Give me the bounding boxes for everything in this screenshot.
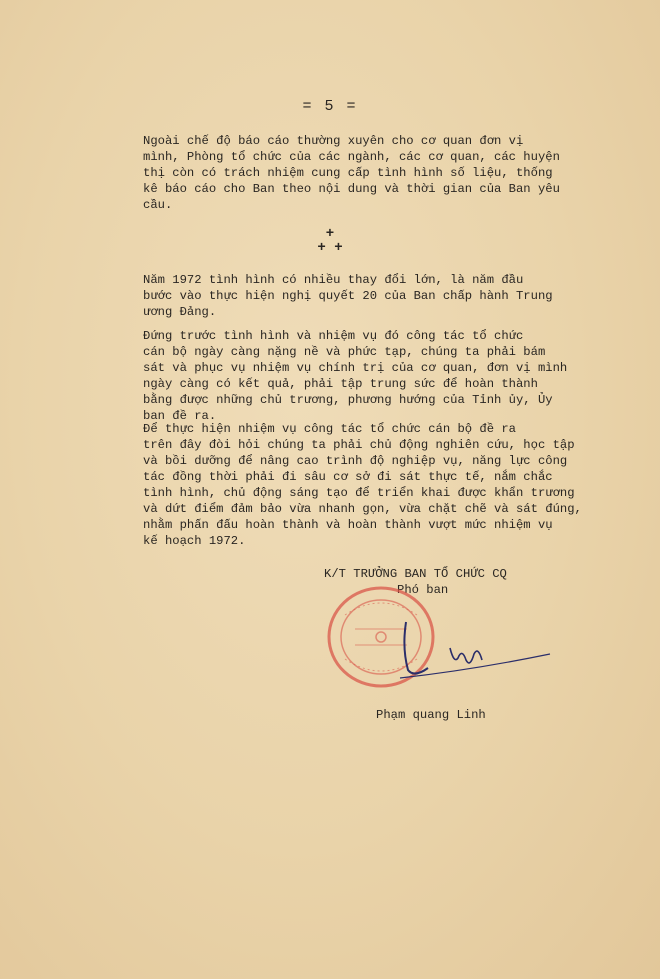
paragraph-reporting: Ngoài chế độ báo cáo thường xuyên cho cơ quan đơn vị mình, Phòng tổ chức của các ngành, các cơ quan, các huyện thị còn có trách nhiệm cung cấp tình hình số liệu, thống kê báo cáo cho Ban theo nội dung và thời gian của Ban yêu cầu.	[143, 134, 560, 212]
signer-name: Phạm quang Linh	[376, 708, 486, 722]
handwritten-signature	[392, 618, 552, 682]
page-number: = 5 =	[302, 98, 358, 115]
paragraph-1972: Năm 1972 tình hình có nhiều thay đổi lớn, là năm đầu bước vào thực hiện nghị quyết 20 của Ban chấp hành Trung ương Đảng.	[143, 273, 553, 319]
paragraph-tasks: Để thực hiện nhiệm vụ công tác tổ chức cán bộ đề ra trên đây đòi hỏi chúng ta phải chủ động nghiên cứu, học tập và bồi dưỡng để nâng cao trình độ nghiệp vụ, năng lực công tác đồng thời phải đi sâu cơ sở đi sát thực tế, nắm chắc tình hình, chủ động sáng tạo để triển khai được khẩn trương và dứt điểm đảm bảo vừa nhanh gọn, vừa chặt chẽ và sát đúng, nhằm phấn đấu hoàn thành và hoàn thành vượt mức nhiệm vụ kế hoạch 1972.	[143, 422, 582, 548]
separator-top: +	[325, 226, 335, 242]
signature-role: Phó ban	[397, 583, 449, 597]
signature-title: K/T TRƯỞNG BAN TỔ CHỨC CQ	[324, 567, 507, 581]
paragraph-situation: Đứng trước tình hình và nhiệm vụ đó công tác tổ chức cán bộ ngày càng nặng nề và phức tạp, chúng ta phải bám sát và phục vụ nhiệm vụ chính trị của cơ quan, đơn vị mình ngày càng có kết quả, phải tập trung sức để hoàn thành bằng được những chủ trương, phương hướng của Tỉnh ủy, Ủy ban đề ra.	[143, 329, 568, 423]
separator-bottom: + +	[317, 240, 343, 256]
